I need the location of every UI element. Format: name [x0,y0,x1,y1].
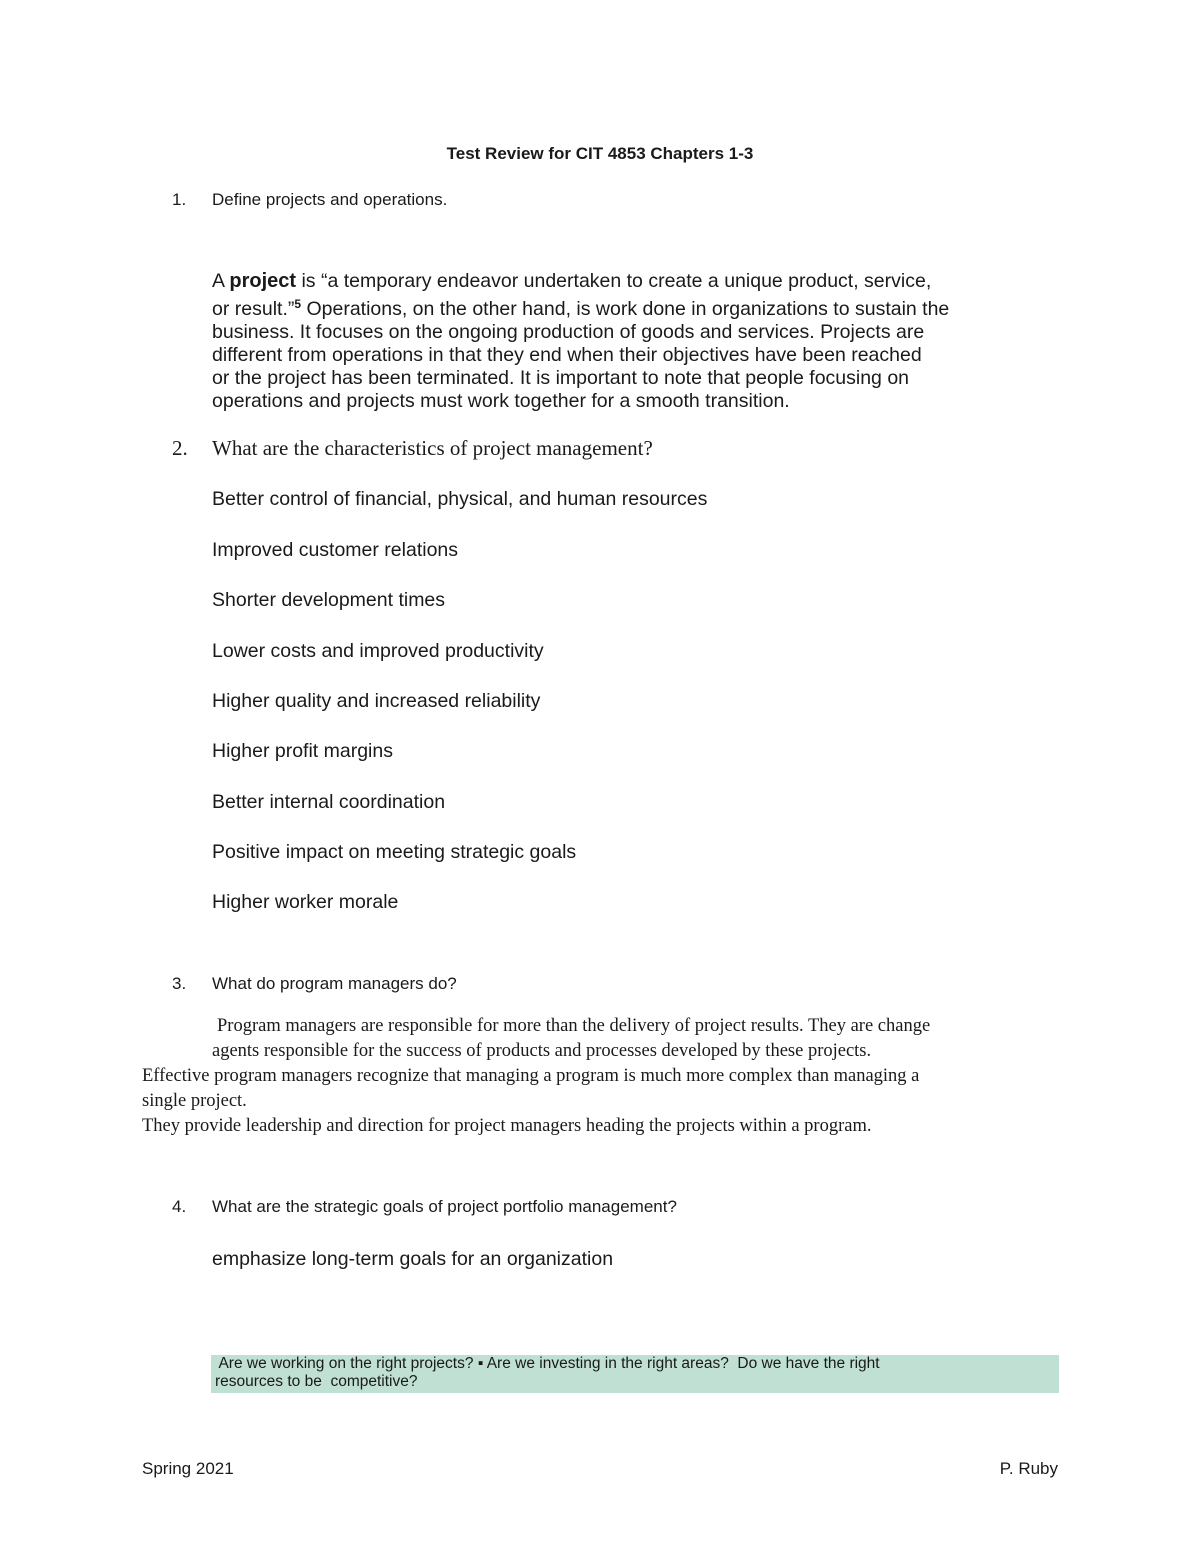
characteristic-item: Better internal coordination [212,791,446,813]
characteristic-item: Higher quality and increased reliability [212,690,541,712]
answer-1-line-2: or result.”$^5$ Operations, on the other hand, is work done in organizations to sustain the [212,297,950,320]
project-term: project [229,270,297,292]
question-1-text: Define projects and operations. [212,190,448,209]
answer-3-line-3: Effective program managers recognize that managing a program is much more complex than managing a [142,1066,920,1086]
answer-1-line-1: A project is “a temporary endeavor undertaken to create a unique product, service, [212,270,932,292]
characteristic-item: Lower costs and improved productivity [212,640,544,662]
answer-3-line-1: Program managers are responsible for more than the delivery of project results. They are change [217,1016,931,1036]
document-title: Test Review for CIT 4853 Chapters 1-3 [446,144,754,163]
characteristic-item: Shorter development times [212,589,446,611]
answer-1-line-5: or the project has been terminated. It is important to note that people focusing on [212,367,910,389]
answer-1-line-6: operations and projects must work together for a smooth transition. [212,390,790,412]
answer-1-line-4: different from operations in that they end when their objectives have been reached [212,344,922,366]
question-4-number: 4. [172,1197,187,1216]
answer-3-line-2: agents responsible for the success of products and processes developed by these projects. [212,1041,872,1061]
question-3-number: 3. [172,974,187,993]
question-4-text: What are the strategic goals of project portfolio management? [212,1197,677,1216]
footer-right: P. Ruby [999,1459,1058,1478]
question-2-number: 2. [172,436,188,460]
highlighted-questions-box [211,1355,1059,1393]
question-3-text: What do program managers do? [212,974,457,993]
characteristic-item: Better control of financial, physical, and human resources [212,488,708,510]
highlight-line-1: Are we working on the right projects? ▪ Are we investing in the right areas? Do we have the right [215,1355,880,1372]
answer-1-line-3: business. It focuses on the ongoing production of goods and services. Projects are [212,321,925,343]
answer-3-line-4: single project. [142,1091,247,1111]
question-1-number: 1. [172,190,187,209]
highlight-line-2: resources to be competitive? [215,1373,418,1390]
answer-3-line-5: They provide leadership and direction for project managers heading the projects within a program. [142,1116,872,1136]
question-1-answer [212,270,1072,413]
question-2-text: What are the characteristics of project management? [212,436,653,460]
characteristic-item: Higher profit margins [212,740,393,762]
footer-left: Spring 2021 [142,1459,234,1478]
characteristic-item: Positive impact on meeting strategic goals [212,841,577,863]
answer-4-text: emphasize long-term goals for an organization [212,1248,614,1270]
footnote-ref: 5 [294,297,302,311]
characteristic-item: Higher worker morale [212,891,399,913]
characteristic-item: Improved customer relations [212,539,459,561]
